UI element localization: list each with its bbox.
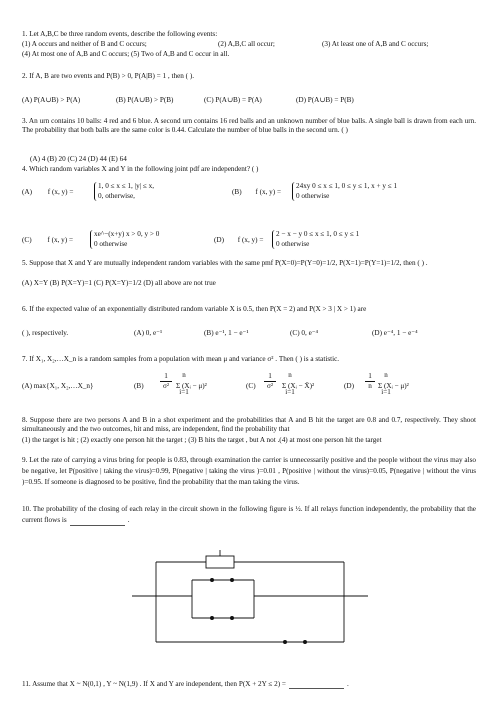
q10-period: .: [127, 515, 130, 524]
relay-contact-3a: [283, 640, 287, 644]
q4-a-row1: 1, 0 ≤ x ≤ 1, |y| ≤ x,: [98, 182, 155, 190]
q4-d-cases: [272, 230, 359, 249]
q6-stem: 6. If the expected value of an exponentially distributed random variable X is 0.5, then P(X = 2) and P(X > 3 | X > 1) are: [22, 305, 367, 313]
q7-b-sum: Σ (Xᵢ − μ)²: [176, 382, 207, 390]
q7-b-lim-bot: i=1: [179, 387, 189, 396]
q4-option-a: [22, 188, 73, 197]
q7-c-frac: [264, 372, 276, 391]
q7-c-lim-bot: i=1: [285, 387, 295, 396]
q4-a-fx: f (x, y) =: [47, 188, 74, 196]
q6-option-a: (A) 0, e⁻¹: [134, 329, 163, 337]
q4-c-row1: xe^−(x+y) x > 0, y > 0: [94, 230, 160, 238]
q4-d-label: (D): [214, 236, 224, 244]
q7-b-lim-top: n: [182, 371, 186, 379]
q7-option-a: (A) max{X₁, X₂,…X_n}: [22, 382, 94, 390]
q7-d-lim-top: n: [384, 371, 388, 379]
q7-b-den: σ²: [160, 381, 172, 391]
q11-answer-blank[interactable]: [289, 681, 344, 689]
q5-stem: 5. Suppose that X and Y are mutually independent random variables with the same pmf P(X=0)=P(Y=0)=1/2, P(X=1)=P(Y=1)=1/2, then ( ) .: [22, 259, 428, 267]
q7-c-lim-top: n: [288, 371, 292, 379]
q4-b-row2: 0 otherwise: [296, 191, 330, 200]
q4-b-fx: f (x, y) =: [255, 188, 281, 196]
q6-option-c: (C) 0, e⁻⁴: [290, 329, 319, 337]
q10-answer-blank[interactable]: [70, 518, 125, 526]
q10-stem: [22, 504, 476, 526]
relay-contact-3b: [303, 640, 307, 644]
q3-options: (A) 4 (B) 20 (C) 24 (D) 44 (E) 64: [30, 155, 127, 163]
q7-c-sum: Σ (Xᵢ − X̄)²: [282, 382, 315, 390]
q8-stem: 8. Suppose there are two persons A and B in a shot experiment and the probabilities that A and B hit the target are 0.8 and 0.7, respectively. They shoot simultaneously and the two outcomes, hit and miss, are independent, find the probability that: [22, 416, 476, 433]
q2-stem: 2. If A, B are two events and P(B) > 0, P(A|B) = 1 , then ( ).: [22, 72, 195, 80]
q4-option-d: [214, 236, 263, 245]
q7-d-sum: Σ (Xᵢ − μ)²: [378, 382, 409, 390]
relay-contact-1a: [210, 578, 214, 582]
q6-blank: ( ), respectively.: [22, 329, 69, 337]
q2-option-c: (C) P(A∪B) = P(A): [204, 96, 262, 104]
q1-option-2: (2) A,B,C all occur;: [218, 40, 275, 48]
q7-b-num: 1: [164, 372, 168, 380]
q7-d-num: 1: [368, 372, 372, 380]
q4-c-fx: f (x, y) =: [47, 236, 73, 244]
q4-option-c: [22, 236, 73, 245]
q1-option-3: (3) At least one of A,B and C occurs;: [322, 40, 429, 48]
q7-d-den: n: [365, 381, 375, 391]
q1-option-1: (1) A occurs and neither of B and C occurs;: [22, 40, 147, 48]
q11-period: .: [346, 680, 349, 688]
q7-c-den: σ²: [264, 381, 276, 391]
q4-d-row1: 2 − x − y 0 ≤ x ≤ 1, 0 ≤ y ≤ 1: [276, 230, 360, 238]
q8-parts: (1) the target is hit ; (2) exactly one person hit the target ; (3) B hits the target , but A not .(4) at most one person hit the target: [22, 436, 382, 444]
q7-b-frac: [160, 372, 172, 391]
q4-a-cases: [94, 182, 154, 201]
q10-text: 10. The probability of the closing of each relay in the circuit shown in the following figure is ½. If all relays function independently, the probability that the current flows is: [22, 505, 476, 524]
q4-option-b: [232, 188, 281, 197]
q3-stem: 3. An urn contains 10 balls: 4 red and 6 blue. A second urn contains 16 red balls and an unknown number of blue balls. A single ball is drawn from each urn. The probability that both balls are the same color is 0.44. Calculate the number of blue balls in the second urn. ( ): [22, 117, 476, 134]
q7-c-label: (C): [246, 382, 256, 390]
q7-c-num: 1: [268, 372, 272, 380]
q4-d-fx: f (x, y) =: [237, 236, 264, 244]
q9-stem: 9. Let the rate of carrying a virus bring for people is 0.83, through examination the carrier is unnecessarily positive and the people without the virus may also be negative, let P(positive | taking the virus)=0.99, P(negative | taking the virus )=0.01 , P(positive | without the virus)=0.05, P(negative | without the virus )=0.95. If someone is diagnosed to be positive, find the probability that the man taking the virus.: [22, 456, 476, 486]
q2-option-d: (D) P(A∪B) = P(B): [296, 96, 354, 104]
q6-option-d: (D) e⁻⁴, 1 − e⁻⁴: [372, 329, 418, 337]
relay-contact-2b: [230, 616, 234, 620]
q7-d-lim-bot: i=1: [381, 387, 391, 396]
q4-c-cases: [90, 230, 159, 249]
q6-option-b: (B) e⁻¹, 1 − e⁻¹: [204, 329, 249, 337]
q4-c-row2: 0 otherwise: [94, 239, 128, 248]
q2-option-a: (A) P(A∪B) > P(A): [22, 96, 81, 104]
q4-c-label: (C): [22, 236, 32, 244]
q2-option-b: (B) P(A∪B) > P(B): [116, 96, 174, 104]
q4-d-row2: 0 otherwise: [276, 239, 310, 248]
q4-a-label: (A): [22, 188, 32, 196]
q4-stem: 4. Which random variables X and Y in the following joint pdf are independent? ( ): [22, 165, 259, 173]
q7-d-label: (D): [344, 382, 354, 390]
q4-a-row2: 0, otherwise,: [98, 191, 135, 200]
q7-stem: 7. If X₁, X₂,…X_n is a random samples from a population with mean μ and variance σ² . Then ( ) is a statistic.: [22, 355, 340, 363]
q11-text: 11. Assume that X ~ N(0,1) , Y ~ N(1,9) . If X and Y are independent, then P(X + 2Y ≤ 2) =: [22, 680, 286, 688]
q5-options: (A) X=Y (B) P(X=Y)=1 (C) P(X=Y)=1/2 (D) all above are not true: [22, 279, 216, 287]
q7-d-frac: [365, 372, 375, 391]
q11-stem: [22, 680, 349, 689]
q7-b-label: (B): [134, 382, 144, 390]
q1-option-4-5: (4) At most one of A,B and C occurs; (5) Two of A,B and C occur in all.: [22, 50, 230, 58]
relay-circuit-diagram: [120, 550, 380, 655]
q1-stem: 1. Let A,B,C be three random events, describe the following events:: [22, 30, 218, 38]
relay-top-box: [206, 556, 234, 568]
q4-b-label: (B): [232, 188, 242, 196]
relay-contact-2a: [210, 616, 214, 620]
q4-b-row1: 24xy 0 ≤ x ≤ 1, 0 ≤ y ≤ 1, x + y ≤ 1: [296, 182, 398, 190]
relay-contact-1b: [230, 578, 234, 582]
q4-b-cases: [292, 182, 397, 201]
